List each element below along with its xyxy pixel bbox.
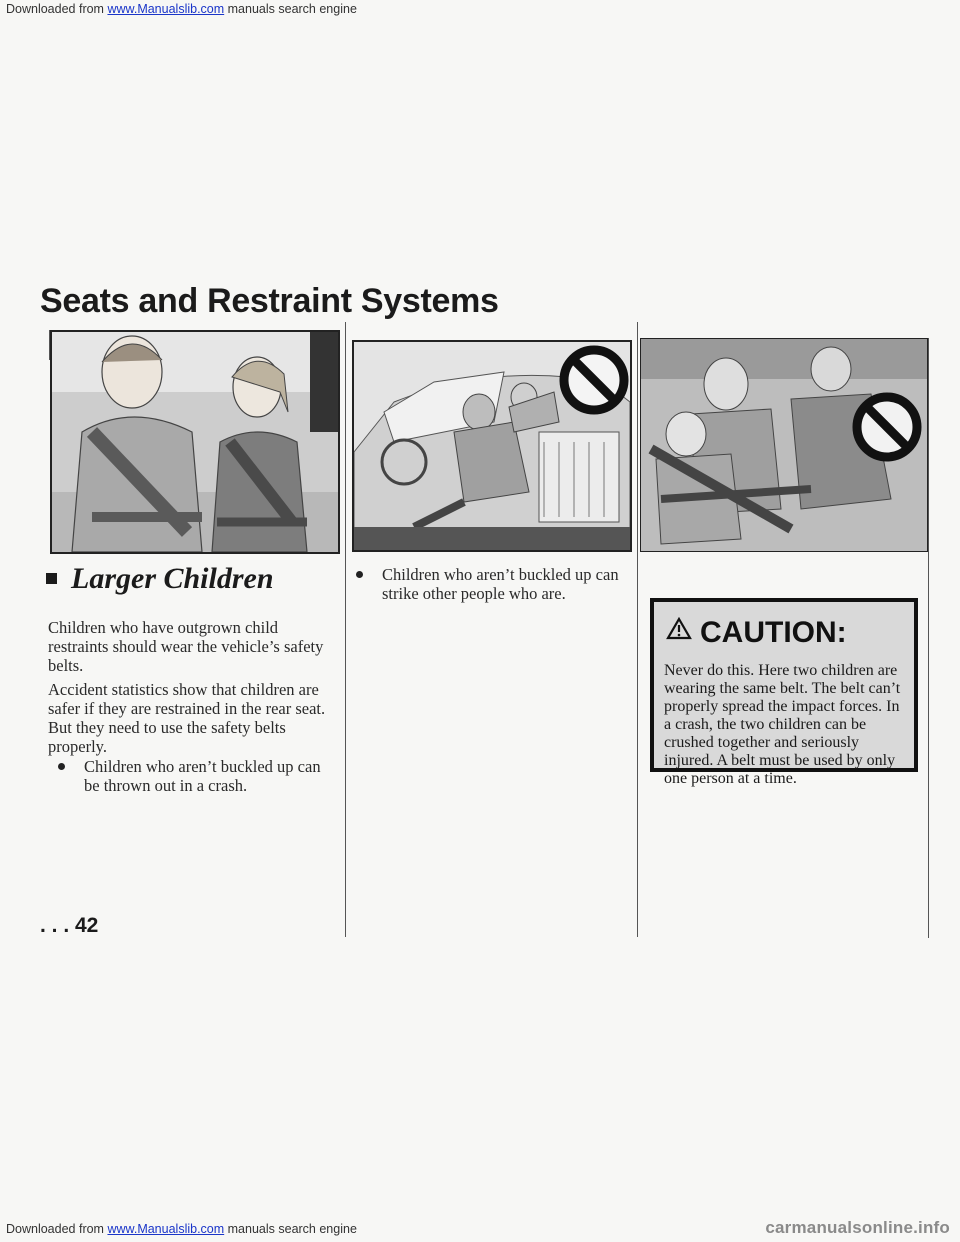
paragraph-accident-statistics: Accident statistics show that children are safer if they are restrained in the rear seat. But they need to use the safety belts properly. [48,680,326,756]
paragraph-outgrown-restraints: Children who have outgrown child restraints should wear the vehicle’s safety belts. [48,618,324,675]
watermark-prefix: Downloaded from [6,2,108,16]
page-right-border [928,338,929,938]
square-bullet-icon [46,573,57,584]
bullet-text: Children who aren’t buckled up can be thrown out in a crash. [84,757,321,795]
bullet-dot-icon [58,763,65,770]
caution-text: Never do this. Here two children are wearing the same belt. The belt can’t properly spread the impact forces. In a crash, the two children can be crushed together and seriously injured. A belt must be used by only one person at a time. [664,662,901,787]
bullet-text: Children who aren’t buckled up can strike other people who are. [382,565,619,603]
footer-suffix: manuals search engine [224,1222,357,1236]
footer-prefix: Downloaded from [6,1222,108,1236]
section-heading-larger-children [46,562,274,596]
site-brand: carmanualsonline.info [765,1218,950,1237]
illustration-children-belted [50,330,340,554]
column-divider-left [345,322,346,937]
caution-label: CAUTION: [700,616,847,649]
watermark-suffix: manuals search engine [224,2,357,16]
section-title: Seats and Restraint Systems [40,282,499,320]
warning-triangle-icon [666,614,692,648]
download-source-line [6,2,357,16]
illustration-two-children-one-belt [640,338,928,552]
page-number: . . . 42 [40,914,99,937]
caution-heading [666,616,847,651]
download-source-footer [6,1222,357,1236]
column-divider-right [637,322,638,937]
manualslib-footer-link[interactable]: www.Manualslib.com [107,1222,225,1236]
manualslib-link[interactable]: www.Manualslib.com [107,2,225,16]
heading-text: Larger Children [71,562,274,595]
illustration-unbuckled-child-in-car [352,340,632,552]
bullet-dot-icon [356,571,363,578]
caution-box [650,598,918,787]
